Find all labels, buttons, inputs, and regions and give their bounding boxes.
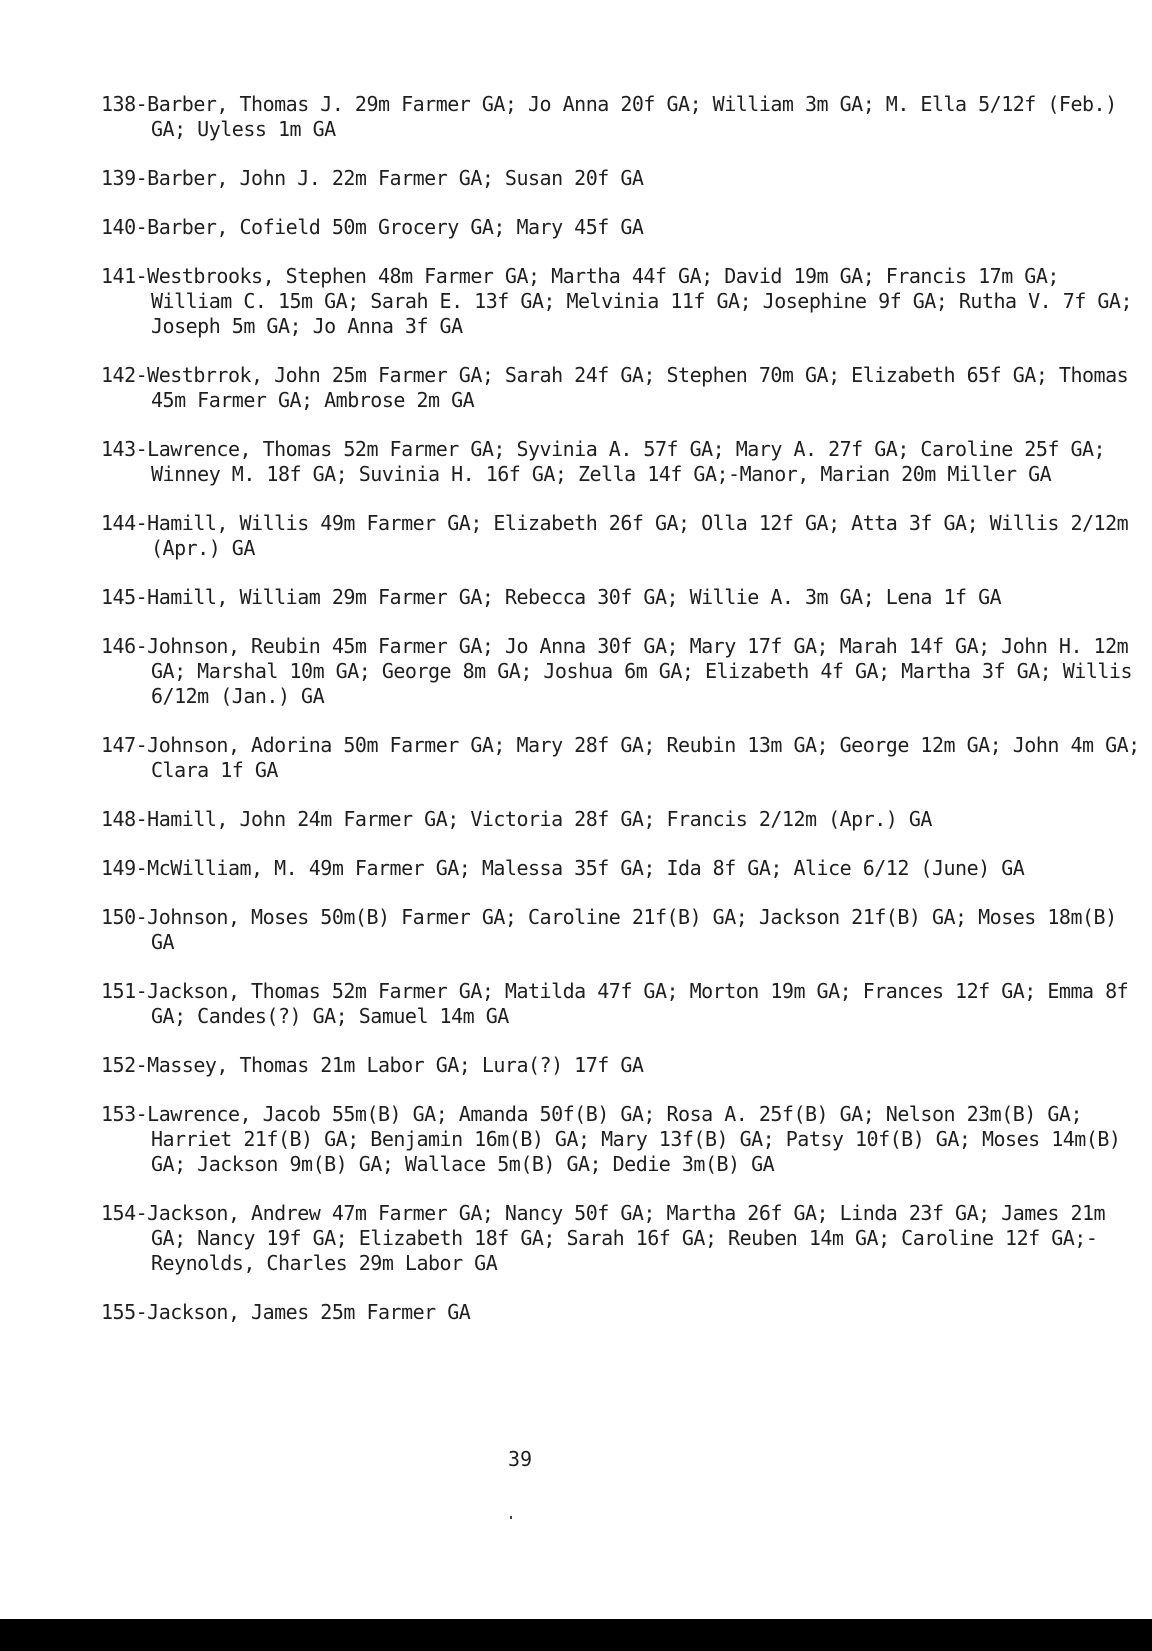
census-entry: 142-Westbrrok, John 25m Farmer GA; Sarah 24f GA; Stephen 70m GA; Elizabeth 65f GA; Thomas 45m Farmer GA; Ambrose 2m GA (101, 363, 1129, 412)
census-entry: 150-Johnson, Moses 50m(B) Farmer GA; Caroline 21f(B) GA; Jackson 21f(B) GA; Moses 18m(B) GA (101, 905, 1117, 954)
census-entry: 147-Johnson, Adorina 50m Farmer GA; Mary 28f GA; Reubin 13m GA; George 12m GA; John 4m GA; Clara 1f GA (101, 733, 1140, 782)
census-entry: 148-Hamill, John 24m Farmer GA; Victoria 28f GA; Francis 2/12m (Apr.) GA (101, 807, 932, 831)
census-entry-list (101, 92, 1141, 1349)
census-entry: 149-McWilliam, M. 49m Farmer GA; Malessa 35f GA; Ida 8f GA; Alice 6/12 (June) GA (101, 856, 1025, 880)
census-entry: 139-Barber, John J. 22m Farmer GA; Susan 20f GA (101, 166, 644, 190)
census-entry: 138-Barber, Thomas J. 29m Farmer GA; Jo Anna 20f GA; William 3m GA; M. Ella 5/12f (Feb.) GA; Uyless 1m GA (101, 92, 1117, 141)
census-entry: 151-Jackson, Thomas 52m Farmer GA; Matilda 47f GA; Morton 19m GA; Frances 12f GA; Emma 8f GA; Candes(?) GA; Samuel 14m GA (101, 979, 1129, 1028)
census-entry: 140-Barber, Cofield 50m Grocery GA; Mary 45f GA (101, 215, 644, 239)
census-entry: 143-Lawrence, Thomas 52m Farmer GA; Syvinia A. 57f GA; Mary A. 27f GA; Caroline 25f GA; Winney M. 18f GA; Suvinia H. 16f GA; Zella 14f GA;-Manor, Marian 20m Miller GA (101, 437, 1106, 486)
census-entry: 141-Westbrooks, Stephen 48m Farmer GA; Martha 44f GA; David 19m GA; Francis 17m GA; William C. 15m GA; Sarah E. 13f GA; Melvinia 11f GA; Josephine 9f GA; Rutha V. 7f GA; Joseph 5m GA; Jo Anna 3f GA (101, 264, 1132, 338)
page-number: 39 (507, 1447, 533, 1471)
census-entry: 152-Massey, Thomas 21m Labor GA; Lura(?) 17f GA (101, 1053, 644, 1077)
scan-bottom-border (0, 1619, 1152, 1651)
census-entry: 146-Johnson, Reubin 45m Farmer GA; Jo Anna 30f GA; Mary 17f GA; Marah 14f GA; John H. 12m GA; Marshal 10m GA; George 8m GA; Joshua 6m GA; Elizabeth 4f GA; Martha 3f GA; Willis 6/12m (Jan.) GA (101, 634, 1132, 708)
census-entry: 155-Jackson, James 25m Farmer GA (101, 1300, 471, 1324)
census-entry: 153-Lawrence, Jacob 55m(B) GA; Amanda 50f(B) GA; Rosa A. 25f(B) GA; Nelson 23m(B) GA; Harriet 21f(B) GA; Benjamin 16m(B) GA; Mary 13f(B) GA; Patsy 10f(B) GA; Moses 14m(B) GA; Jackson 9m(B) GA; Wallace 5m(B) GA; Dedie 3m(B) GA (101, 1102, 1121, 1176)
census-entry: 144-Hamill, Willis 49m Farmer GA; Elizabeth 26f GA; Olla 12f GA; Atta 3f GA; Willis 2/12m (Apr.) GA (101, 511, 1129, 560)
census-entry: 145-Hamill, William 29m Farmer GA; Rebecca 30f GA; Willie A. 3m GA; Lena 1f GA (101, 585, 1002, 609)
scan-speck (510, 1516, 512, 1519)
census-entry: 154-Jackson, Andrew 47m Farmer GA; Nancy 50f GA; Martha 26f GA; Linda 23f GA; James 21m GA; Nancy 19f GA; Elizabeth 18f GA; Sarah 16f GA; Reuben 14m GA; Caroline 12f GA;-Reynolds, Charles 29m Labor GA (101, 1201, 1106, 1275)
